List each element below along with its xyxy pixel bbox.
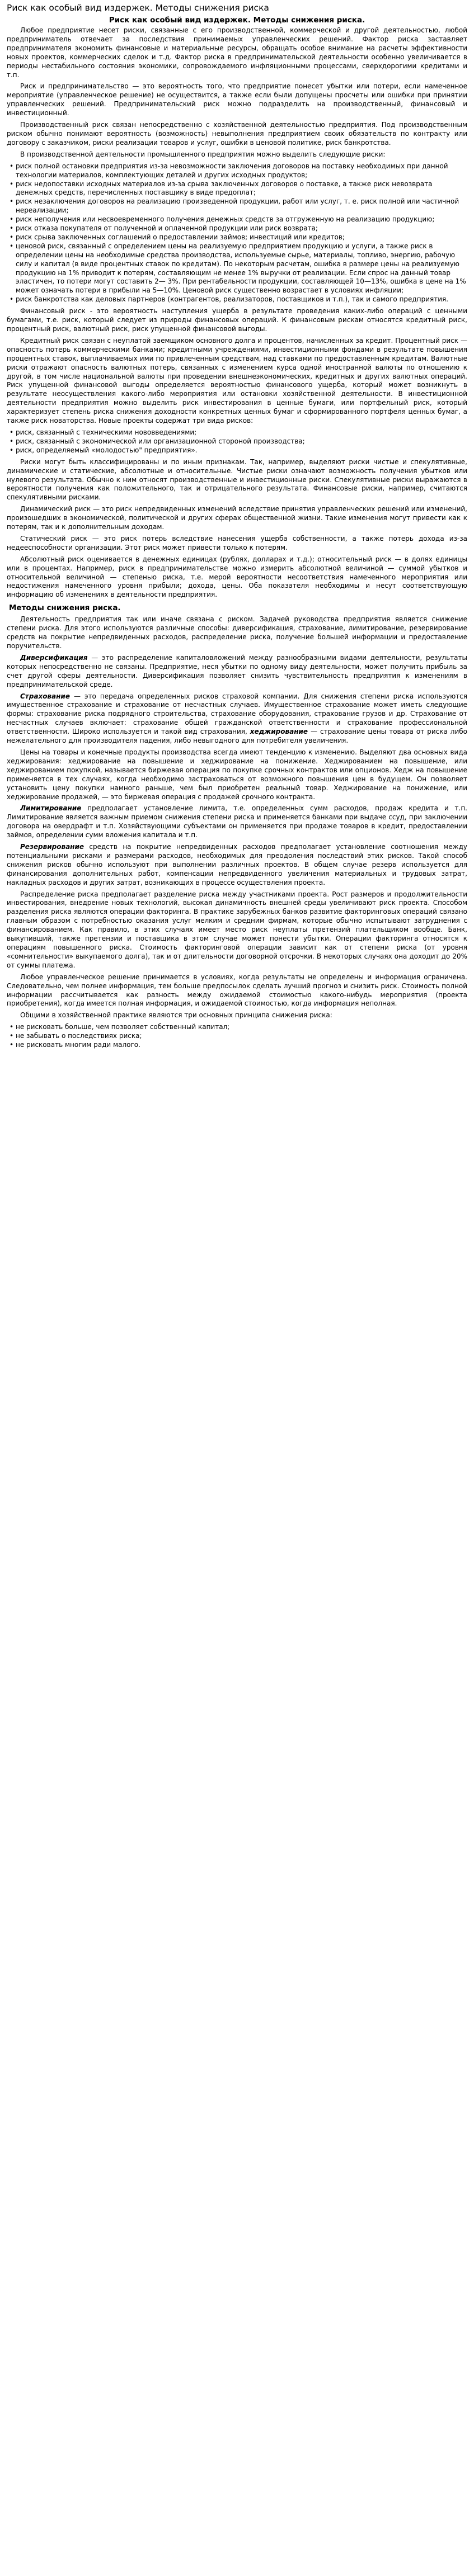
page-title: Риск как особый вид издержек. Методы снижения риска [7,3,269,13]
article-title: Риск как особый вид издержек. Методы снижения риска. [109,16,365,25]
list-item: • риск, определяемый «молодостью" предприятия». [16,446,467,455]
paragraph: В производственной деятельности промышленного предприятия можно выделить следующие риски: [20,150,386,158]
list-item: • риск неполучения или несвоевременного получения денежных средств за отгруженную на реализацию продукцию; [16,215,467,224]
paragraph: Риски могут быть классифицированы и по иным признакам. Так, например, выделяют риски чистые и спекулятивные, динамические и статические, абсолютные и относительные. Чистые риски означают возможность получения убытков или нулевого результата. Обычно к ним относят производственные и инвестиционные риски. Спекулятивные риски выражаются в вероятности получения как положительного, так и отрицательного результата. Финансовые риски, например, считаются спекулятивными рисками. [7,457,467,502]
paragraph: Кредитный риск связан с неуплатой заемщиком основного долга и процентов, начисленных за кредит. Процентный риск — опасность потерь коммерческими банками; кредитными учреждениями, инвестиционными фондами в результате повышения процентных ставок, выплачиваемых ими по привлеченным средствам, над ставками по предоставленным кредитам. Валютные риски отражают опасность валютных потерь, связанных с изменением курса одной иностранной валюты по отношению к другой, в том числе национальной валюты при проведении внешнеэкономических, кредитных и других валютных операций. Риск упущенной финансовой выгоды определяется вероятностью финансового ущерба, который может возникнуть в результате неосуществления какого-либо мероприятия или остановки хозяйственной деятельности. В инвестиционной деятельности предприятия можно выделить риск инвестирования в ценные бумаги, или портфельный риск, который характеризует степень риска снижения доходности конкретных ценных бумаг и сформированного портфеля ценных бумаг, а также риск новаторства. Новые проекты содержат три вида рисков: [7,336,467,425]
key-term: Резервирование [20,843,84,851]
risk-principles-list [7,1023,467,1050]
list-item: • риск срыва заключенных соглашений о предоставлении займов; инвестиций или кредитов; [16,233,467,242]
list-item: • риск, связанный с экономической или организационной стороной производства; [16,437,467,446]
paragraph: Риск и предпринимательство — это вероятность того, что предприятие понесет убытки или потери, если намеченное мероприятие (управленческое решение) не осуществится, а также если были допущены просчеты или ошибки при принятии управленческих решений. Предпринимательский риск можно подразделить на производственный, финансовый и инвестиционный. [7,82,467,117]
paragraph: Любое предприятие несет риски, связанные с его производственной, коммерческой и другой деятельностью, любой предприниматель отвечает за последствия принимаемых управленческих решений. Фактор риска заставляет предпринимателя экономить финансовые и материальные ресурсы, обращать особое внимание на расчеты эффективности новых проектов, коммерческих сделок и т.д. Фактор риска в предпринимательской деятельности особенно увеличивается в периоды нестабильного состояния экономики, сопровождаемого инфляционными процессами, сверхдорогими кредитами и т.п. [7,26,467,79]
paragraph: Резервирование средств на покрытие непредвиденных расходов предполагает установление соотношения между потенциальными рисками и размерами расходов, необходимых для преодоления последствий этих рисков. Такой способ снижения рисков обычно используют при выполнении различных проектов. В общем случае резерв используется для финансирования дополнительных работ, компенсации непредвиденного увеличения материальных и трудовых затрат, накладных расходов и других затрат, возникающих в процессе осуществления проекта. [7,843,467,886]
section-title: Методы снижения риска. [9,603,121,613]
list-item: • не рисковать многим ради малого. [16,1041,467,1050]
list-item: • риск недопоставки исходных материалов из-за срыва заключенных договоров о поставке, а также риск невозврата денежных средств, перечисленных поставщику в виде предоплат; [16,180,467,198]
paragraph: Финансовый риск - это вероятность наступления ущерба в результате проведения каких-либо операций с ценными бумагами, т.е. риск, который следует из природы финансовых операций. К финансовым рискам относятся кредитный риск, процентный риск, валютный риск, риск упущенной финансовой выгоды. [7,307,467,333]
paragraph: Статический риск — это риск потерь вследствие нанесения ущерба собственности, а также потерь дохода из-за недееспособности организации. Этот риск может привести только к потерям. [7,534,467,551]
paragraph: Распределение риска предполагает разделение риска между участниками проекта. Рост размеров и продолжительности инвестирования, внедрение новых технологий, высокая динамичность внешней среды увеличивают риск проекта. Способом разделения риска являются операции факторинга. В практике зарубежных банков развитие факторинговых операций связано главным образом с потребностью оказания услуг мелким и средним фирмам, которые обычно испытывают затруднения с финансированием. Как правило, в этих случаях имеет место риск неуплаты претензий плательщиком вообще. Банк, выкупивший, также претензии и поставщика в этом случае может понести убытки. Операции факторинга относятся к операциям повышенного риска. Стоимость факторинговой операции зависит как от степени риска (от уровня «сомнительности» выкупаемого долга), так и от длительности договорной отсрочки. В некоторых случаях она доходит до 20% от суммы платежа. [7,890,467,969]
key-term: Лимитирование [20,804,82,813]
paragraph: Страхование — это передача определенных рисков страховой компании. Для снижения степени риска используются имущественное страхование и страхование от несчастных случаев. Имущественное страхование может иметь следующие формы: страхование риска подрядного строительства, страхование оборудования, страхование грузов и др. Страхование от несчастных случаев включает: страхование общей гражданской ответственности и страхование профессиональной ответственности. Широко используется и такой вид страхования, хеджирование — страхование цены товара от риска либо нежелательного для производителя падения, либо невыгодного для потребителя увеличения. [7,692,467,745]
paragraph: Диверсификация — это распределение капиталовложений между разнообразными видами деятельности, результаты которых непосредственно не связаны. Предприятие, неся убытки по одному виду деятельности, может получить прибыль за счет другой сферы деятельности. Диверсификация позволяет снизить чувствительность предприятия к изменениям в предпринимательской среде. [7,653,467,688]
paragraph: Лимитирование предполагает установление лимита, т.е. определенных сумм расходов, продаж кредита и т.п. Лимитирование является важным приемом снижения степени риска и применяется банками при выдаче ссуд, при заключении договора на овердрафт и т.п. Хозяйствующими субъектами он применяется при продаже товаров в кредит, предоставлении займов, определении сумм вложения капитала и т.п. [7,804,467,839]
paragraph: Динамический риск — это риск непредвиденных изменений вследствие принятия управленческих решений или изменений, произошедших в экономической, политической и других сферах общественной жизни. Такие изменения могут привести как к потерям, так и к дополнительным доходам. [7,505,467,531]
list-item: • риск, связанный с техническими нововведениями; [16,428,467,437]
list-item: • не рисковать больше, чем позволяет собственный капитал; [16,1023,467,1032]
paragraph: Деятельность предприятия так или иначе связана с риском. Задачей руководства предприятия является снижение степени риска. Для этого используются различные способы: диверсификация, страхование, лимитирование, резервирование средств на покрытие непредвиденных расходов, распределение риска, получение большей информации и предоставление поручительств. [7,615,467,650]
list-item: • риск банкротства как деловых партнеров (контрагентов, реализаторов, поставщиков и т.п.), так и самого предприятия. [16,295,467,304]
key-term: Страхование [20,692,70,700]
list-item: • ценовой риск, связанный с определением цены на реализуемую предприятием продукцию и услуги, а также риск в определении цены на необходимые средства производства, используемые сырье, материалы, топливо, энергию, рабочую силу и капитал (в виде процентных ставок по кредитам). По некоторым расчетам, ошибка в размере цены на реализуемую продукцию на 1% приводит к потерям, составляющим не менее 1% выручки от реализации. Если спрос на данный товар эластичен, то потери могут составить 2— 3%. При рентабельности продукции, составляющей 10—13%, ошибка в цене на 1% может означать потери в прибыли на 5—10%. Ценовой риск существенно возрастает в условиях инфляции; [16,242,467,295]
paragraph: Производственный риск связан непосредственно с хозяйственной деятельностью предприятия. Под производственным риском обычно понимают вероятность (возможность) невыполнения предприятием своих обязательств по контракту или договору с заказчиком, риски реализации товаров и услуг, ошибки в ценовой политике, риск банкротства. [7,121,467,147]
list-item: • не забывать о последствиях риска; [16,1032,467,1041]
paragraph: Цены на товары и конечные продукты производства всегда имеют тенденцию к изменению. Выделяют два основных вида хеджирования: хеджирование на повышение и хеджирование на понижение. Хеджированием на повышение, или хеджированием покупкой, называется биржевая операция по покупке срочных контрактов или опционов. Хедж на повышение применяется в тех случаях, когда необходимо застраховаться от возможного повышения цен в будущем. Он позволяет установить цену покупки намного раньше, чем был приобретен реальный товар. Хеджирование на понижение, или хеджирование продажей, — это биржевая операция с продажей срочного контракта. [7,748,467,801]
paragraph: Общими в хозяйственной практике являются три основных принципа снижения риска: [20,1011,332,1020]
paragraph: Абсолютный риск оценивается в денежных единицах (рублях, долларах и т.д.); относительный риск — в долях единицы или в процентах. Например, риск в предпринимательстве можно измерить абсолютной величиной — суммой убытков и относительной величиной — степенью риска, т.е. мерой вероятности несоответствия намеченного мероприятия или недостижения намеченного уровня прибыли; дохода, цены. Оба показателя необходимы и несут соответствующую информацию об изменениях в деятельности предприятия. [7,555,467,599]
list-item: • риск отказа покупателя от полученной и оплаченной продукции или риск возврата; [16,224,467,233]
list-item: • риск незаключения договоров на реализацию произведенной продукции, работ или услуг, т. е. риск полной или частичной нереализации; [16,197,467,215]
key-term: Диверсификация [20,653,88,662]
key-term: хеджирование [250,728,308,736]
project-risks-list [7,428,467,455]
paragraph: Любое управленческое решение принимается в условиях, когда результаты не определены и информация ограничена. Следовательно, чем полнее информация, тем больше предпосылок сделать лучший прогноз и снизить риск. Стоимость полной информации рассчитывается как разность между ожидаемой стоимостью какого-нибудь мероприятия (проекта приобретения), когда имеется полная информация, и ожидаемой стоимостью, когда информация неполная. [7,973,467,1008]
list-item: • риск полной остановки предприятия из-за невозможности заключения договоров на поставку необходимых при данной технологии материалов, комплектующих деталей и других исходных продуктов; [16,162,467,180]
production-risks-list [7,162,467,305]
